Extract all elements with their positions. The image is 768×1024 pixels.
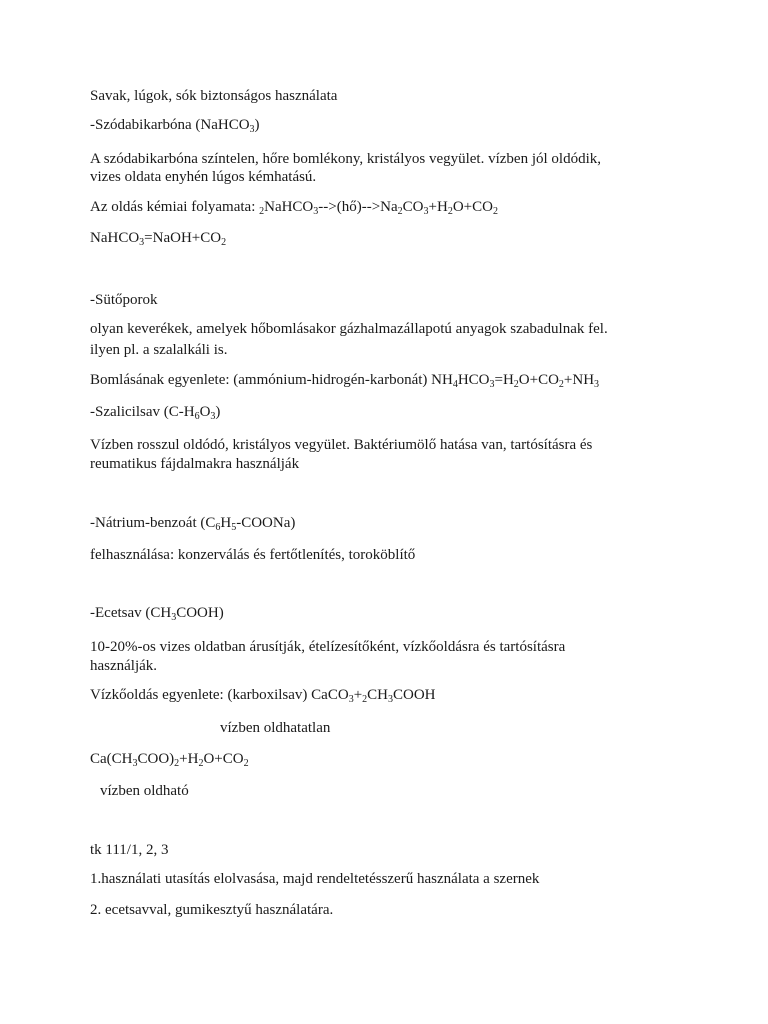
section-heading-sutoporok: -Sütőporok: [90, 292, 158, 308]
equation-line: $NaHCO_3=NaOH+CO_2$: [90, 230, 227, 248]
task-reference: tk 111/1, 2, 3: [90, 842, 169, 858]
paragraph-line: A szódabikarbóna színtelen, hőre bomlékony, kristályos vegyület. vízben jól oldódik,: [90, 151, 602, 167]
paragraph-line: reumatikus fájdalmakra használják: [90, 456, 300, 472]
task-item: 1.használati utasítás elolvasása, majd rendeltetésszerű használata a szernek: [90, 871, 540, 887]
equation-line: Vízkőoldás egyenlete: (karboxilsav) $CaCO_3+_2CH_3COOH$: [90, 687, 436, 705]
task-item: 2. ecetsavval, gumikesztyű használatára.: [90, 902, 334, 918]
paragraph-line: felhasználása: konzerválás és fertőtlenítés, toroköblítő: [90, 547, 416, 563]
annotation-insoluble: vízben oldhatatlan: [220, 720, 331, 736]
document-title: Savak, lúgok, sók biztonságos használata: [90, 88, 338, 104]
equation-line: Az oldás kémiai folyamata: $_2NaHCO_3-->(hő)-->Na_2CO_3+H_2O+CO_2$: [90, 199, 498, 217]
annotation-soluble: vízben oldható: [100, 783, 189, 799]
paragraph-line: vizes oldata enyhén lúgos kémhatású.: [90, 169, 317, 185]
section-heading-ecetsav: -Ecetsav $(CH_3COOH)$: [90, 605, 224, 623]
paragraph-line: Vízben rosszul oldódó, kristályos vegyület. Baktériumölő hatása van, tartósításra és: [90, 437, 593, 453]
paragraph-line: ilyen pl. a szalalkáli is.: [90, 342, 228, 358]
paragraph-line: 10-20%-os vizes oldatban árusítják, ételízesítőként, vízkőoldásra és tartósításra: [90, 639, 566, 655]
paragraph-line: olyan keverékek, amelyek hőbomlásakor gázhalmazállapotú anyagok szabadulnak fel.: [90, 321, 608, 337]
section-heading-natrium-benzoat: -Nátrium-benzoát $(C_6H_5-COONa)$: [90, 515, 296, 533]
paragraph-line: használják.: [90, 658, 158, 674]
equation-line: $Ca(CH_3COO)_2+H_2O+CO_2$: [90, 751, 249, 769]
section-heading-szodabikarbona: -Szódabikarbóna (NaHCO$_3$): [90, 117, 260, 135]
equation-line: Bomlásának egyenlete: (ammónium-hidrogén-karbonát) $NH_4HCO_3=H_2O+CO_2+NH_3$: [90, 372, 600, 390]
section-heading-szalicilsav: -Szalicilsav $(C-H_6O_3)$: [90, 404, 221, 422]
